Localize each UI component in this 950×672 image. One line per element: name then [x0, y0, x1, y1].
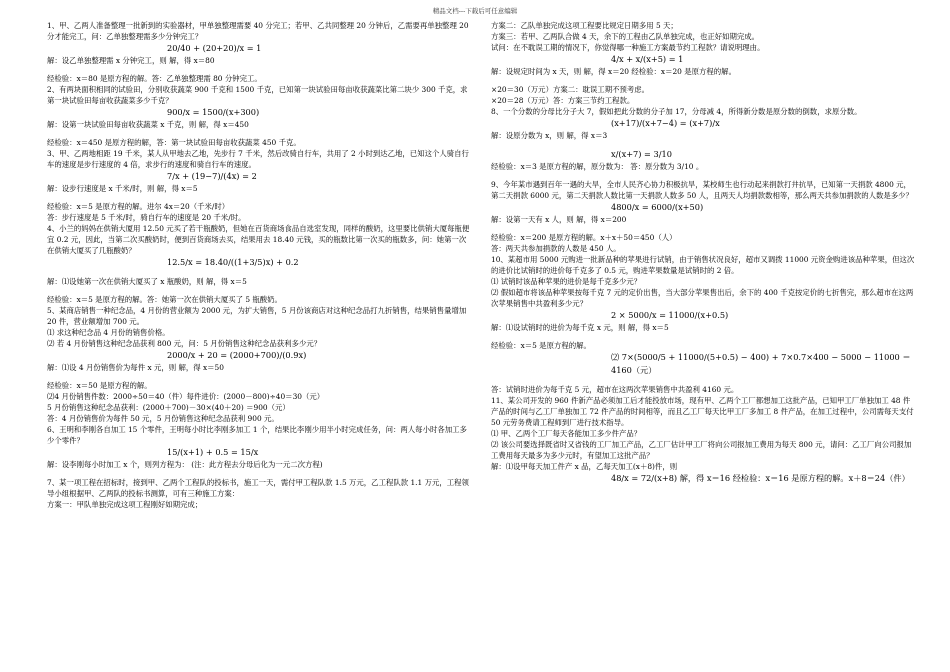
right-equation: 4/x + x/(x+5) = 1 [611, 54, 684, 64]
right-text-line: ⑴ 甲、乙两个工厂每天各能加工多少件产品？ [491, 429, 642, 438]
left-spacer [47, 66, 470, 73]
right-spacer [491, 333, 915, 340]
left-text-line: 经检验：x＝5 是原方程的解。答：她第一次在供销大厦买了 5 瓶酸奶。 [47, 295, 282, 304]
right-text-line: 经检验：x＝5 是原方程的解。 [491, 341, 591, 350]
left-column [47, 20, 470, 510]
right-spacer [491, 141, 915, 148]
left-text-line: 解：设乙单独整理需 x 分钟完工，则 解，得 x＝80 [47, 56, 215, 65]
left-text-line: 解：设李刚每小时加工 x 个，则列方程为： (注：此方程去分母后化为一元二次方程) [47, 460, 323, 469]
left-text-line: 5、某商店销售一种纪念品，4 月份的营业额为 2000 元，为扩大销售，5 月份该商店对这种纪念品打九折销售，结果销售量增加 20 件，营业额增加 700 元。 [47, 306, 467, 326]
right-column [491, 20, 915, 485]
right-text-line: ⑵ 假如超市将该品种苹果按每千克 7 元的定价出售，当大部分苹果售出后，余下的 400 千克按定价的七折售完，那么超市在这两次苹果销售中共盈利多少元？ [491, 288, 914, 308]
right-text-line: 经检验：x＝3 是原方程的解，原分数为： 答：原分数为 3/10 。 [491, 162, 704, 171]
left-text-line: 解：设第一块试验田每亩收获蔬菜 x 千克，则 解，得 x＝450 [47, 120, 249, 129]
right-spacer [491, 172, 915, 179]
right-spacer [491, 377, 915, 384]
left-text-line: ⑵ 若 4 月份销售这种纪念品获利 800 元，问：5 月份销售这种纪念品获利多少元？ [47, 339, 322, 348]
right-text-line: ×20＝30（万元）方案二：耽误工期不预考虑。 [491, 85, 650, 94]
left-text-line: 5 月份销售这种纪念品获利：(2000＋700)－30×(40＋20) ＝900（元） [47, 403, 290, 412]
left-text-line: 4、小兰的妈妈在供销大厦用 12.50 元买了若干瓶酸奶，但她在百货商场食品自选室发现，同样的酸奶，这里要比供销大厦每瓶便宜 0.2 元，因此，当第二次买酸奶时，便到百货商场去买，结果用去 18.40 元钱，买的瓶数比第一次买的瓶数多，问：她第一次在供销大厦买了几瓶酸奶？ [47, 224, 470, 255]
left-equation: 2000/x + 20 = (2000+700)/(0.9x) [167, 350, 307, 360]
left-text-line: 解：⑴设她第一次在供销大厦买了 x 瓶酸奶，则 解，得 x＝5 [47, 277, 247, 286]
left-equation: 20/40 + (20+20)/x = 1 [167, 43, 262, 53]
right-text-line: 9、今年某市遇到百年一遇的大旱，全市人民齐心协力积极抗旱，某校师生也行动起来捐款打井抗旱，已知第一天捐款 4800 元，第二天捐款 6000 元，第二天捐款人数比第一天捐款人数多 50 人，且两天人均捐款数相等，那么两天共参加捐款的人数是多少？ [491, 180, 913, 200]
left-text-line: 经检验：x＝5 是原方程的解。进尔 4x＝20（千米/时） [47, 202, 230, 211]
left-text-line: 经检验：x＝80 是原方程的解。答：乙单独整理需 80 分钟完工。 [47, 74, 262, 83]
right-text-line: 解：设原分数为 x，则 解，得 x＝3 [491, 131, 608, 140]
page-header: 精品文档---下载后可任意编辑 [432, 7, 518, 15]
right-text-line: 解：⑴设试销时的进价为每千克 x 元，则 解，得 x＝5 [491, 323, 669, 332]
left-equation: 7/x + (19−7)/(4x) = 2 [167, 171, 257, 181]
left-text-line: 方案一：甲队单独完成这项工程刚好如期完成； [47, 500, 203, 509]
right-spacer [491, 225, 915, 232]
left-text-line: 6、王明和李刚各自加工 15 个零件，王明每小时比李刚多加工 1 个，结果比李刚少用半小时完成任务，问：两人每小时各加工多少个零件？ [47, 425, 467, 445]
left-equation: 900/x = 1500/(x+300) [167, 107, 260, 117]
right-text-line: 试问：在不耽误工期的情况下，你觉得哪一种施工方案最节约工程款？请说明理由。 [491, 43, 765, 52]
right-text-line: ⑴ 试销时该品种苹果的进价是每千克多少元？ [491, 277, 642, 286]
right-text-line: ×20＝28（万元）答：方案三节约工程款。 [491, 96, 635, 105]
right-equation: 4800/x = 6000/(x+50) [611, 202, 704, 212]
right-text-line: 解：设规定时间为 x 天，则 解，得 x＝20 经检验：x＝20 是原方程的解。 [491, 67, 736, 76]
left-text-line: 7、某一项工程在招标时，接到甲、乙两个工程队的投标书，施工一天，需付甲工程队款 1.5 万元，乙工程队款 1.1 万元，工程领导小组根据甲、乙两队的投标书测算，可有三种施工方案： [47, 478, 469, 498]
left-spacer [47, 269, 470, 276]
right-text-line: ⑵ 该公司要选择既省时又省钱的工厂加工产品，乙工厂估计甲工厂将向公司报加工费用为每天 800 元，请问：乙工厂向公司报加工费用每天最多为多少元时，有望加工这批产品？ [491, 440, 912, 460]
right-text-line: 解：设第一天有 x 人，则 解，得 x＝200 [491, 215, 627, 224]
left-text-line: 经检验：x＝50 是原方程的解。 [47, 381, 152, 390]
right-equation: 2 × 5000/x = 11000/(x+0.5) [611, 310, 729, 320]
left-spacer [47, 373, 470, 380]
left-text-line: 经检验：x＝450 是原方程的解，答：第一块试验田每亩收获蔬菜 450 千克。 [47, 138, 301, 147]
left-spacer [47, 470, 470, 477]
right-equation: ⑵ 7×(5000/5 + 11000/(5+0.5) − 400) + 7×0.7×400 − 5000 − 11000 ＝4160（元） [611, 352, 911, 375]
right-text-line: 11、某公司开发的 960 件新产品必须加工后才能投放市场，现有甲、乙两个工厂都想加工这批产品，已知甲工厂单独加工 48 件产品的时间与乙工厂单独加工 72 件产品的时间相等，而且乙工厂每天比甲工厂多加工 8 件产品，在加工过程中，公司需每天支付 50 元劳务费请工程师到厂进行技术指导。 [491, 396, 914, 427]
right-text-line: 8、一个分数的分母比分子大 7，假如把此分数的分子加 17，分母减 4，所得新分数是原分数的倒数，求原分数。 [491, 107, 862, 116]
right-text-line: 10、某超市用 5000 元购进一批新品种的苹果进行试销，由于销售状况良好，超市又调拨 11000 元资金购进该品种苹果，但这次的进价比试销时的进价每千克多了 0.5 元，购进苹果数量是试销时的 2 倍。 [491, 255, 915, 275]
left-text-line: 解：设步行速度是 x 千米/时，则 解，得 x＝5 [47, 184, 198, 193]
right-spacer [491, 77, 915, 84]
right-text-line: 方案三：若甲、乙两队合做 4 天，余下的工程由乙队单独完成，也正好如期完成。 [491, 32, 760, 41]
left-equation: 12.5/x = 18.40/((1+3/5)x) + 0.2 [167, 257, 299, 267]
right-text-line: 答：两天共参加捐款的人数是 450 人。 [491, 244, 621, 253]
left-text-line: 答：步行速度是 5 千米/时，骑自行车的速度是 20 千米/时。 [47, 213, 246, 222]
left-text-line: ⑴ 求这种纪念品 4 月份的销售价格。 [47, 328, 170, 337]
left-text-line: 答：4 月份销售价为每件 50 元，5 月份销售这种纪念品获利 900 元。 [47, 414, 279, 423]
right-equation: (x+17)/(x+7−4) = (x+7)/x [611, 118, 720, 128]
left-text-line: ⑵4 月份销售件数：2000÷50＝40（件）每件进价：(2000－800)÷40＝30（元） [47, 392, 325, 401]
right-text-line: 方案二：乙队单独完成这项工程要比规定日期多用 5 天； [491, 21, 678, 30]
left-spacer [47, 194, 470, 201]
right-text-line: 经检验：x＝200 是原方程的解。x＋x＋50＝450（人） [491, 233, 677, 242]
right-text-line: 答：试销时进价为每千克 5 元，超市在这两次苹果销售中共盈利 4160 元。 [491, 385, 739, 394]
left-text-line: 1、甲、乙两人准备整理一批新到的实验器材，甲单独整理需要 40 分完工；若甲、乙共同整理 20 分钟后，乙需要再单独整理 20 分才能完工，问：乙单独整理需多少分钟完工？ [47, 21, 469, 41]
right-equation: x/(x+7) = 3/10 [611, 149, 672, 159]
left-text-line: 2、有两块面积相同的试验田，分别收获蔬菜 900 千克和 1500 千克，已知第一块试验田每亩收获蔬菜比第二块少 300 千克，求第一块试验田每亩收获蔬菜多少千克？ [47, 85, 468, 105]
left-text-line: 3、甲、乙两地相距 19 千米，某人从甲地去乙地，先步行 7 千米，然后改骑自行车，共用了 2 小时到达乙地，已知这个人骑自行车的速度是步行速度的 4 倍，求步行的速度和骑自行车的速度。 [47, 149, 469, 169]
right-equation: 48/x = 72/(x+8) 解，得 x＝16 经检验：x＝16 是原方程的解。x＋8＝24（件） [611, 473, 910, 483]
left-text-line: 解：⑴设 4 月份销售价为每件 x 元，则 解，得 x＝50 [47, 363, 224, 372]
left-spacer [47, 130, 470, 137]
left-equation: 15/(x+1) + 0.5 = 15/x [167, 447, 259, 457]
left-spacer [47, 287, 470, 294]
right-text-line: 解：⑴设甲每天加工件产 x 品，乙每天加工(x＋8)件，则 [491, 462, 678, 471]
